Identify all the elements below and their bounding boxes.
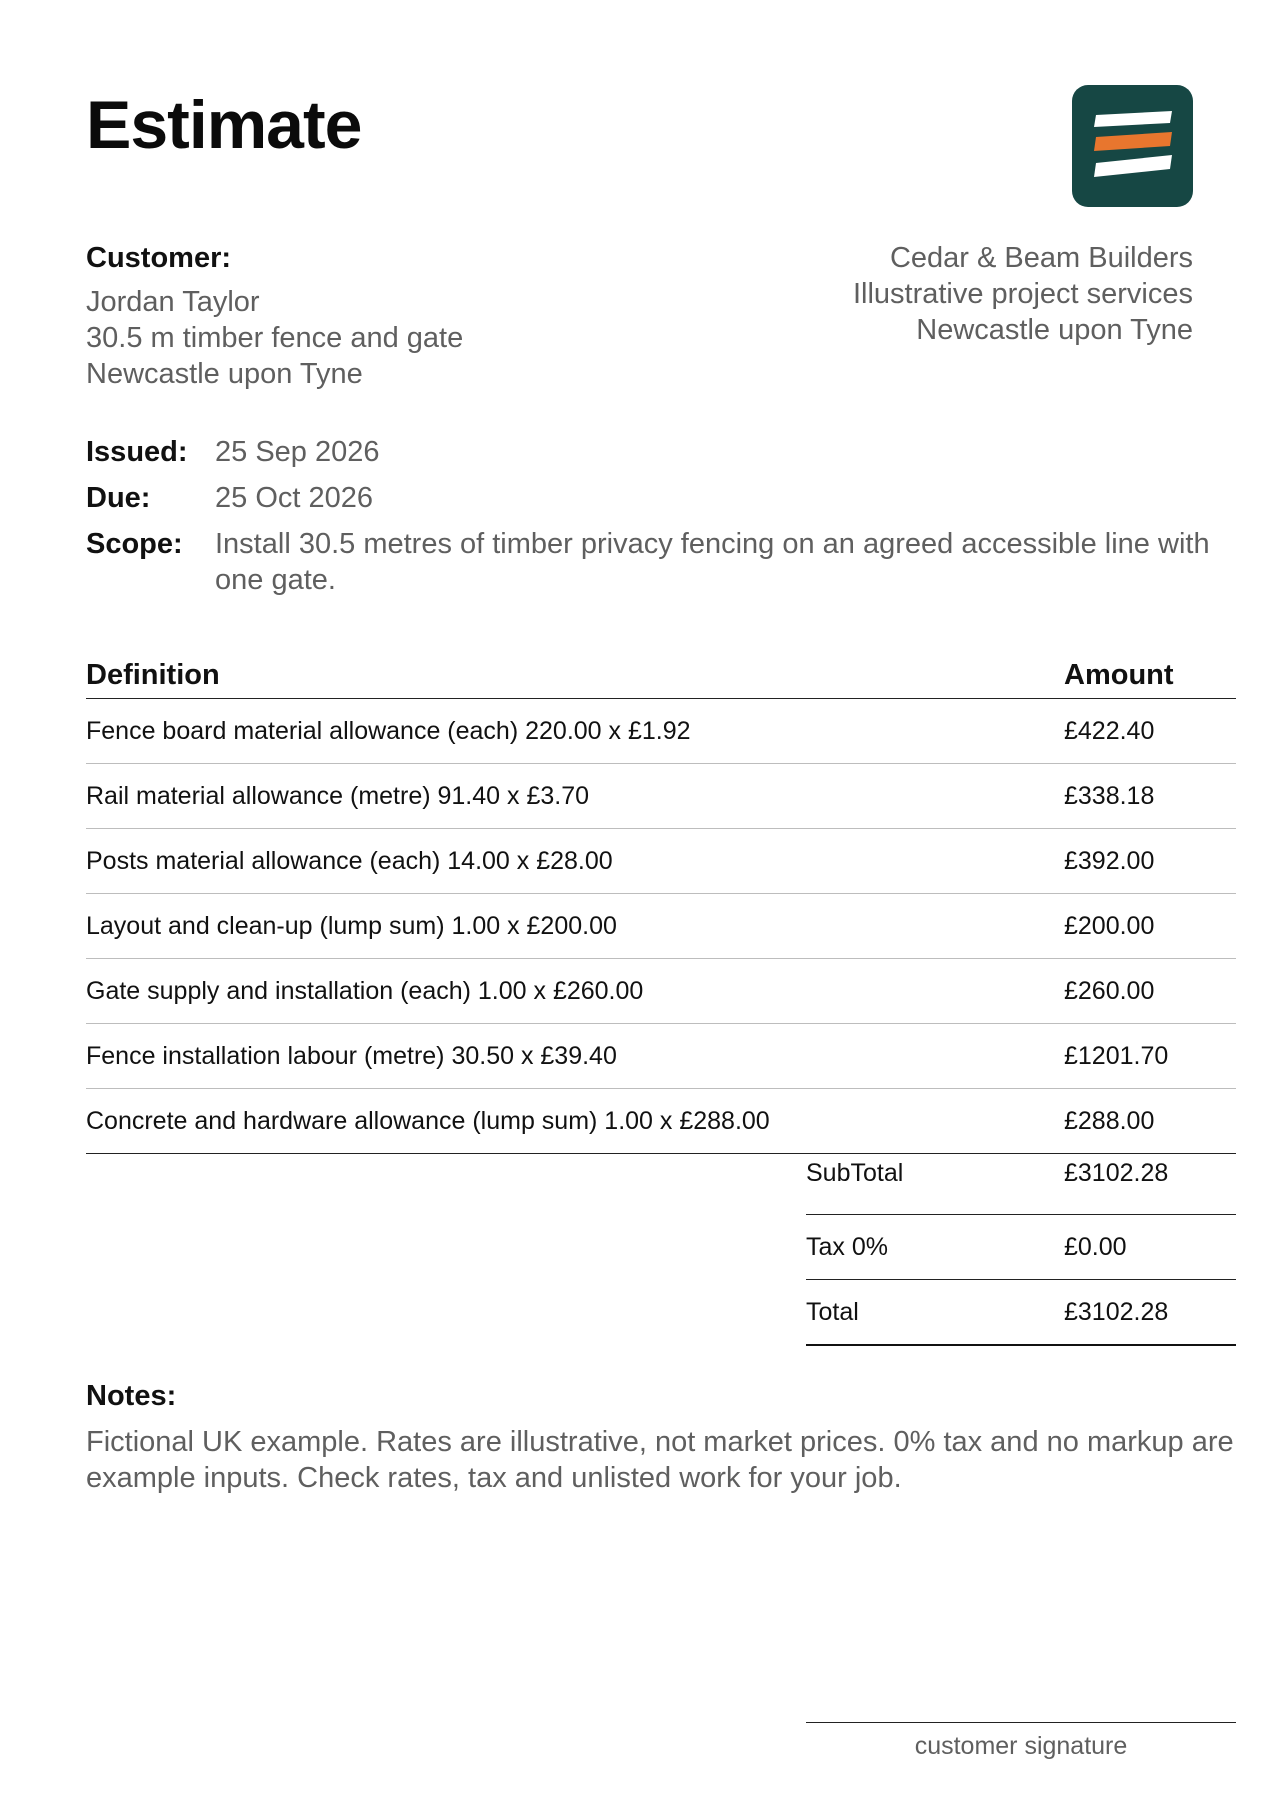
row-amount: £338.18 bbox=[1064, 782, 1155, 810]
table-row bbox=[86, 829, 1236, 894]
totals-block bbox=[806, 1150, 1236, 1346]
notes-label: Notes: bbox=[86, 1380, 177, 1412]
subtotal-row bbox=[806, 1150, 1236, 1215]
row-definition: Gate supply and installation (each) 1.00 x £260.00 bbox=[86, 977, 644, 1005]
company-tagline: Illustrative project services bbox=[852, 278, 1193, 310]
customer-location: Newcastle upon Tyne bbox=[86, 358, 363, 390]
row-definition: Concrete and hardware allowance (lump sum) 1.00 x £288.00 bbox=[86, 1107, 770, 1135]
company-logo bbox=[1072, 85, 1193, 207]
table-row bbox=[86, 699, 1236, 764]
scope-label: Scope: bbox=[86, 528, 183, 560]
row-amount: £392.00 bbox=[1064, 847, 1155, 875]
total-label: Total bbox=[806, 1298, 859, 1326]
header-amount: Amount bbox=[1064, 659, 1174, 691]
subtotal-label: SubTotal bbox=[806, 1159, 904, 1187]
notes-block bbox=[86, 1378, 1236, 1496]
scope-row bbox=[86, 526, 1236, 598]
due-label: Due: bbox=[86, 482, 151, 514]
due-date: 25 Oct 2026 bbox=[215, 482, 373, 514]
issued-row bbox=[86, 434, 1236, 470]
customer-name: Jordan Taylor bbox=[86, 286, 260, 318]
tax-value: £0.00 bbox=[1064, 1233, 1127, 1261]
due-row bbox=[86, 480, 1236, 516]
document-title: Estimate bbox=[86, 87, 362, 163]
row-amount: £1201.70 bbox=[1064, 1042, 1169, 1070]
row-amount: £422.40 bbox=[1064, 717, 1155, 745]
subtotal-value: £3102.28 bbox=[1064, 1159, 1169, 1187]
total-row bbox=[806, 1280, 1236, 1346]
issued-date: 25 Sep 2026 bbox=[215, 436, 380, 468]
table-header bbox=[86, 652, 1236, 699]
row-amount: £288.00 bbox=[1064, 1107, 1155, 1135]
row-definition: Rail material allowance (metre) 91.40 x £3.70 bbox=[86, 782, 590, 810]
row-definition: Layout and clean-up (lump sum) 1.00 x £200.00 bbox=[86, 912, 617, 940]
company-location: Newcastle upon Tyne bbox=[916, 314, 1193, 346]
row-definition: Fence installation labour (metre) 30.50 x £39.40 bbox=[86, 1042, 617, 1070]
table-row bbox=[86, 959, 1236, 1024]
scope-text: Install 30.5 metres of timber privacy fencing on an agreed accessible line with one gate. bbox=[215, 528, 1210, 596]
table-row bbox=[86, 1089, 1236, 1154]
signature-label: customer signature bbox=[914, 1732, 1128, 1760]
table-row bbox=[86, 894, 1236, 959]
issued-label: Issued: bbox=[86, 436, 188, 468]
row-amount: £200.00 bbox=[1064, 912, 1155, 940]
signature-line bbox=[806, 1722, 1236, 1761]
row-amount: £260.00 bbox=[1064, 977, 1155, 1005]
customer-label: Customer: bbox=[86, 242, 232, 274]
tax-label: Tax 0% bbox=[806, 1233, 888, 1261]
company-block bbox=[593, 240, 1193, 348]
total-value: £3102.28 bbox=[1064, 1298, 1169, 1326]
customer-project: 30.5 m timber fence and gate bbox=[86, 322, 464, 354]
table-row bbox=[86, 1024, 1236, 1089]
line-items-table bbox=[86, 652, 1236, 1154]
estimate-meta bbox=[86, 434, 1236, 608]
stacked-planks-logo-icon bbox=[1072, 85, 1193, 207]
row-definition: Fence board material allowance (each) 220.00 x £1.92 bbox=[86, 717, 691, 745]
notes-text: Fictional UK example. Rates are illustrative, not market prices. 0% tax and no markup are example inputs. Check rates, tax and unlisted work for your job. bbox=[86, 1426, 1234, 1494]
row-definition: Posts material allowance (each) 14.00 x £28.00 bbox=[86, 847, 613, 875]
table-row bbox=[86, 764, 1236, 829]
company-name: Cedar & Beam Builders bbox=[889, 242, 1193, 274]
header-definition: Definition bbox=[86, 659, 220, 691]
tax-row bbox=[806, 1215, 1236, 1280]
